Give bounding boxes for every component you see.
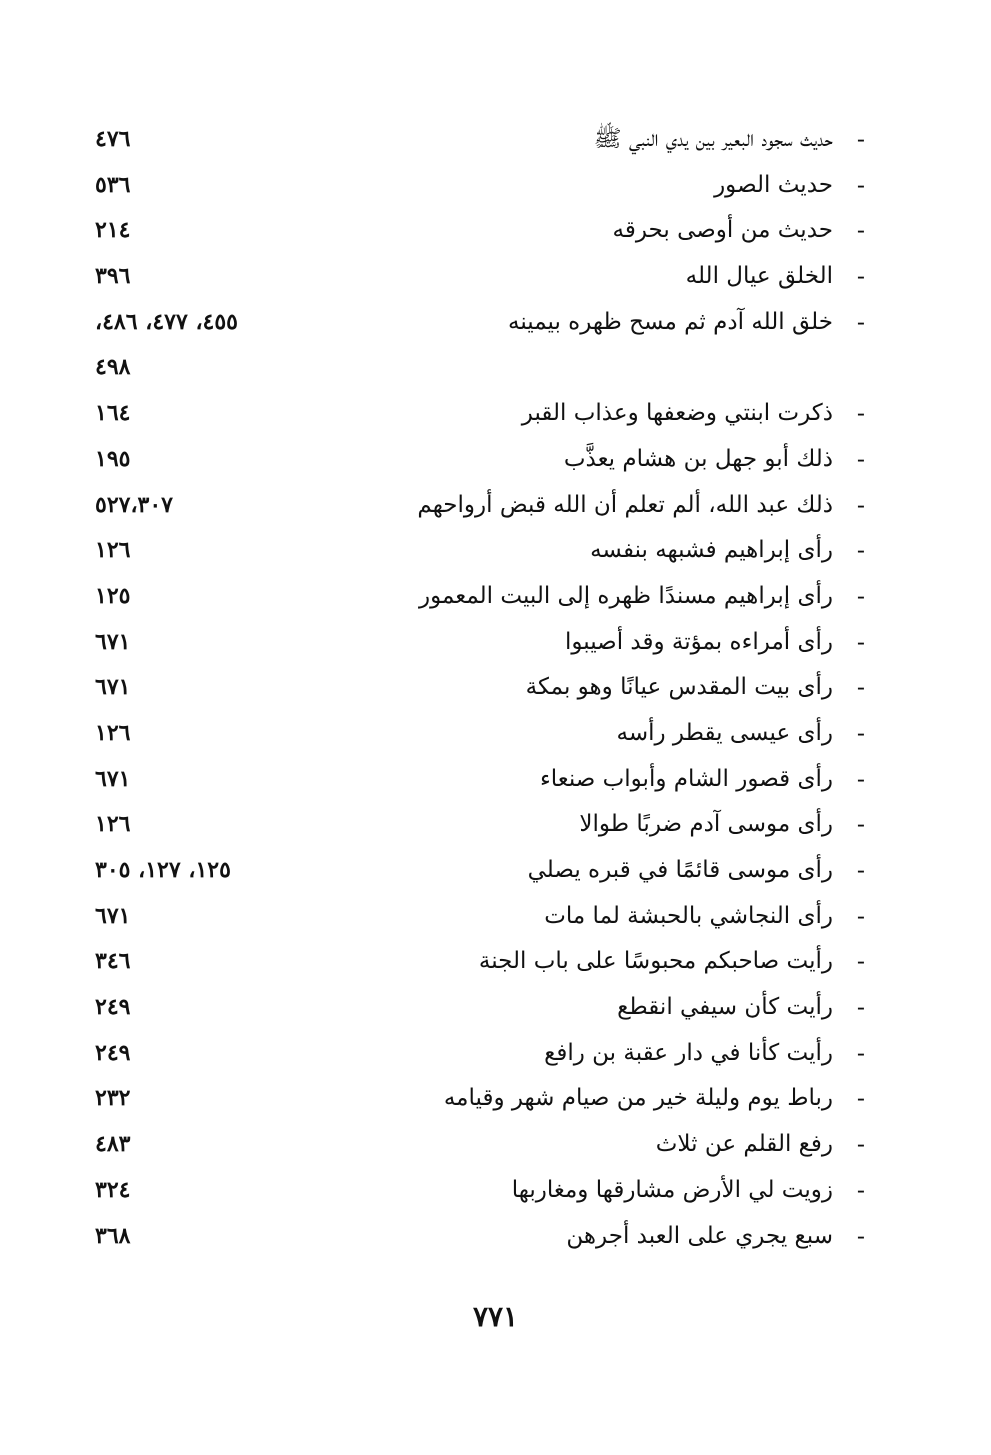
index-entry xyxy=(95,1077,865,1123)
entry-pages: ١٢٥، ١٢٧، ٣٠٥ xyxy=(95,857,231,883)
entry-pages: ١٢٦ xyxy=(95,537,131,564)
index-entry xyxy=(95,484,865,530)
entry-dash: - xyxy=(856,536,865,565)
index-entry xyxy=(95,712,865,758)
entry-dash: - xyxy=(856,856,865,884)
entry-pages: ٥٢٧،٣٠٧ xyxy=(95,491,173,518)
entry-text: رأى عيسى يقطر رأسه xyxy=(616,719,833,746)
entry-text: رأيت كأنا في دار عقبة بن رافع xyxy=(544,1039,833,1066)
entry-pages: ٣٢٤ xyxy=(95,1176,131,1203)
entry-pages: ١٦٤ xyxy=(95,400,131,427)
entry-pages: ١٢٥ xyxy=(95,582,131,609)
entry-text: رأى النجاشي بالحبشة لما مات xyxy=(544,902,833,929)
page-number: ٧٧١ xyxy=(472,1300,519,1333)
entry-dash: - xyxy=(856,1038,865,1067)
index-entry xyxy=(95,255,865,301)
entry-dash: - xyxy=(856,1084,865,1113)
index-entry xyxy=(95,392,865,438)
entry-text: حديث من أوصى بحرقه xyxy=(612,217,833,244)
entry-text: زويت لي الأرض مشارقها ومغاربها xyxy=(511,1176,833,1203)
entry-dash: - xyxy=(856,490,865,519)
index-entry xyxy=(95,438,865,484)
entry-dash: - xyxy=(856,399,865,428)
entry-dash: - xyxy=(856,1175,865,1204)
entry-text: ذلك عبد الله، ألم تعلم أن الله قبض أرواحهم xyxy=(417,491,833,518)
entry-pages: ٦٧١ xyxy=(95,628,131,655)
entry-pages: ٤٧٦ xyxy=(95,126,131,152)
index-entry xyxy=(95,849,865,895)
entry-text: حديث الصور xyxy=(714,171,833,198)
entry-text: ذكرت ابنتي وضعفها وعذاب القبر xyxy=(521,400,833,427)
entry-text: رفع القلم عن ثلاث xyxy=(655,1131,833,1158)
index-entry xyxy=(95,803,865,849)
index-entry xyxy=(95,209,865,255)
index-entry xyxy=(95,1169,865,1215)
entry-pages: ٢١٤ xyxy=(95,217,131,244)
entry-text: سبع يجري على العبد أجرهن xyxy=(566,1222,833,1249)
entry-dash: - xyxy=(856,581,865,610)
entry-pages: ٢٤٩ xyxy=(95,994,131,1021)
entry-dash: - xyxy=(856,901,865,930)
entry-dash: - xyxy=(856,125,865,153)
entry-pages: ٢٣٢ xyxy=(95,1085,131,1112)
index-entry xyxy=(95,301,865,347)
entry-text: رأى إبراهيم مسندًا ظهره إلى البيت المعمور xyxy=(418,582,833,609)
entry-dash: - xyxy=(856,444,865,473)
entry-text: رأى أمراءه بمؤتة وقد أصيبوا xyxy=(565,628,833,655)
entry-dash: - xyxy=(856,993,865,1022)
entry-dash: - xyxy=(856,216,865,245)
entry-pages: ٦٧١ xyxy=(95,765,131,792)
entry-text: رأيت صاحبكم محبوسًا على باب الجنة xyxy=(478,948,833,975)
entry-pages: ٥٣٦ xyxy=(95,171,131,198)
entry-pages: ٤٩٨ xyxy=(95,354,131,381)
index-entry xyxy=(95,895,865,941)
index-entry xyxy=(95,1215,865,1261)
entry-text: حديث سجود البعير بين يدي النبي ﷺ xyxy=(593,126,833,152)
entry-dash: - xyxy=(856,627,865,656)
entry-pages: ٣٤٦ xyxy=(95,948,131,975)
entry-dash: - xyxy=(856,1221,865,1250)
entry-pages: ٢٤٩ xyxy=(95,1039,131,1066)
index-entry xyxy=(95,1032,865,1078)
entry-pages: ٤٨٣ xyxy=(95,1131,131,1158)
entry-text: رأيت كأن سيفي انقطع xyxy=(617,994,833,1021)
entry-dash: - xyxy=(856,262,865,291)
entry-pages: ٣٩٦ xyxy=(95,263,131,290)
entry-text: رأى قصور الشام وأبواب صنعاء xyxy=(539,765,833,792)
entry-dash: - xyxy=(856,718,865,747)
index-entry xyxy=(95,118,865,164)
entry-text: رأى موسى آدم ضربًا طوالا xyxy=(579,811,833,838)
entry-text: رأى موسى قائمًا في قبره يصلي xyxy=(527,857,833,883)
entry-dash: - xyxy=(856,947,865,976)
index-entry xyxy=(95,164,865,210)
entry-pages: ٦٧١ xyxy=(95,902,131,929)
entry-dash: - xyxy=(856,810,865,839)
entry-text: رأى إبراهيم فشبهه بنفسه xyxy=(590,537,833,564)
entry-pages: ٤٥٥، ٤٧٧، ٤٨٦، xyxy=(95,308,238,335)
index-entry xyxy=(95,940,865,986)
entry-text: خلق الله آدم ثم مسح ظهره بيمينه xyxy=(508,308,833,335)
index-entry xyxy=(95,529,865,575)
entry-dash: - xyxy=(856,1130,865,1159)
index-entry xyxy=(95,986,865,1032)
entry-pages: ٣٦٨ xyxy=(95,1222,131,1249)
entry-text: رباط يوم وليلة خير من صيام شهر وقيامه xyxy=(443,1085,833,1112)
entry-dash: - xyxy=(856,307,865,336)
entry-pages: ١٢٦ xyxy=(95,719,131,746)
entry-pages: ٦٧١ xyxy=(95,674,131,701)
index-entry xyxy=(95,666,865,712)
entry-dash: - xyxy=(856,764,865,793)
entry-pages: ١٢٦ xyxy=(95,811,131,838)
index-entry xyxy=(95,1123,865,1169)
index-entry xyxy=(95,621,865,667)
index-entry xyxy=(95,758,865,804)
entry-dash: - xyxy=(856,170,865,199)
entry-dash: - xyxy=(856,673,865,702)
entry-text: رأى بيت المقدس عيانًا وهو بمكة xyxy=(525,674,833,701)
entry-text: الخلق عيال الله xyxy=(685,263,833,290)
entry-pages: ١٩٥ xyxy=(95,445,131,472)
hadith-index-list xyxy=(95,118,865,1260)
entry-text: ذلك أبو جهل بن هشام يعذَّب xyxy=(563,445,833,472)
index-entry xyxy=(95,575,865,621)
index-entry-continuation xyxy=(95,346,865,392)
